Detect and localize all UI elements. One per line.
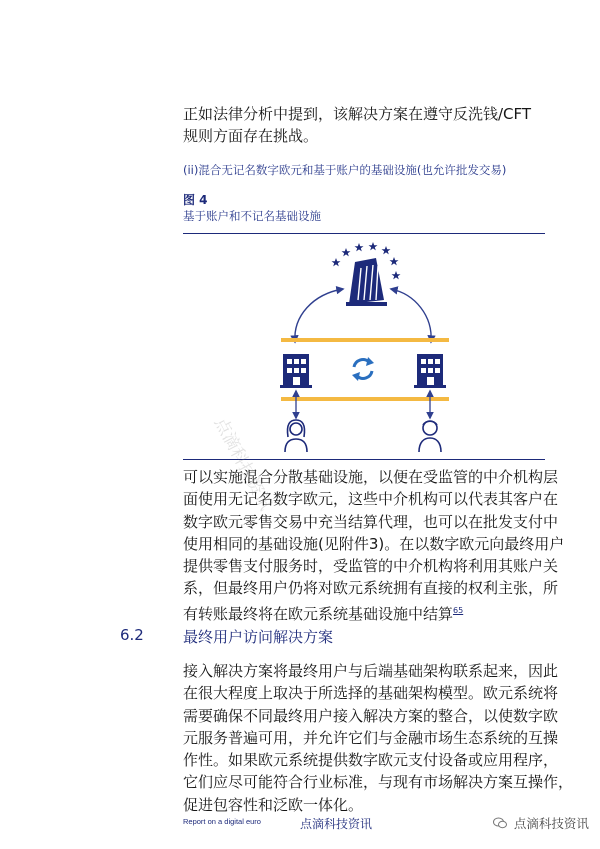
paragraph-line: 提供零售支付服务时，受监管的中介机构将利用其账户关 bbox=[183, 557, 559, 576]
paragraph-line: 需要确保不同最终用户接入解决方案的整合，以使数字欧 bbox=[183, 706, 559, 725]
bottom-orange-band bbox=[281, 397, 449, 401]
bank-building-icon bbox=[414, 354, 446, 388]
top-orange-band bbox=[281, 338, 449, 342]
paragraph-line: 促进包容性和泛欧一体化。 bbox=[183, 795, 364, 814]
paragraph-line: 面使用无记名数字欧元，这些中介机构可以代表其客户在 bbox=[183, 490, 559, 509]
intro-paragraph bbox=[183, 103, 545, 148]
paragraph-line: 在很大程度上取决于所选择的基础架构模型。欧元系统将 bbox=[183, 684, 559, 703]
arrow-right-curve bbox=[391, 289, 431, 342]
bank-building-icon bbox=[280, 354, 312, 388]
paragraph-line: 使用相同的基础设施(见附件3)。在以数字欧元向最终用户 bbox=[183, 534, 565, 553]
paragraph-line bbox=[183, 600, 545, 625]
paragraph-line: 规则方面存在挑战。 bbox=[183, 127, 319, 146]
section-number: 6.2 bbox=[120, 626, 144, 644]
paragraph-line: 作性。如果欧元系统提供数字欧元支付设备或应用程序， bbox=[183, 751, 559, 770]
paragraph-line: 它们应尽可能符合行业标准，与现有市场解决方案互操作， bbox=[183, 773, 574, 792]
wechat-watermark bbox=[493, 814, 589, 832]
figure-title: 基于账户和不记名基础设施 bbox=[183, 209, 321, 223]
section-paragraph bbox=[183, 660, 574, 816]
paragraph-line: 数字欧元零售交易中充当结算代理，也可以在批发支付中 bbox=[183, 512, 559, 531]
wechat-watermark-text: 点滴科技资讯 bbox=[513, 816, 589, 831]
paragraph-line: 系，但最终用户仍将对欧元系统拥有直接的权利主张，所 bbox=[183, 579, 559, 598]
body-paragraph bbox=[183, 466, 565, 625]
subsection-heading: (ii)混合无记名数字欧元和基于账户的基础设施(也允许批发交易) bbox=[183, 163, 507, 177]
wechat-icon bbox=[493, 817, 511, 831]
arrow-left-curve bbox=[295, 289, 343, 342]
ecb-tower-icon bbox=[332, 242, 401, 306]
diagonal-watermark: 点滴科技资讯 bbox=[209, 414, 276, 514]
report-label: Report on a digital euro bbox=[183, 817, 261, 826]
paragraph-line-text: 有转账最终将在欧元系统基础设施中结算 bbox=[183, 604, 454, 623]
paragraph-line: 正如法律分析中提到，该解决方案在遵守反洗钱/CFT bbox=[183, 105, 532, 123]
infrastructure-diagram bbox=[183, 234, 545, 460]
footnote-link[interactable]: 65 bbox=[453, 605, 464, 615]
figure-number: 图 4 bbox=[183, 193, 208, 207]
user-icon bbox=[419, 421, 441, 452]
paragraph-line: 接入解决方案将最终用户与后端基础架构联系起来，因此 bbox=[183, 662, 559, 680]
figure-bottom-rule bbox=[183, 459, 545, 460]
paragraph-line: 可以实施混合分散基础设施，以便在受监管的中介机构层 bbox=[183, 468, 559, 486]
section-title: 最终用户访问解决方案 bbox=[183, 628, 334, 646]
paragraph-line: 元服务普遍可用，并允许它们与金融市场生态系统的互操 bbox=[183, 728, 559, 747]
exchange-icon bbox=[352, 357, 374, 381]
center-watermark: 点滴科技资讯 bbox=[300, 817, 373, 831]
user-icon bbox=[285, 420, 307, 452]
